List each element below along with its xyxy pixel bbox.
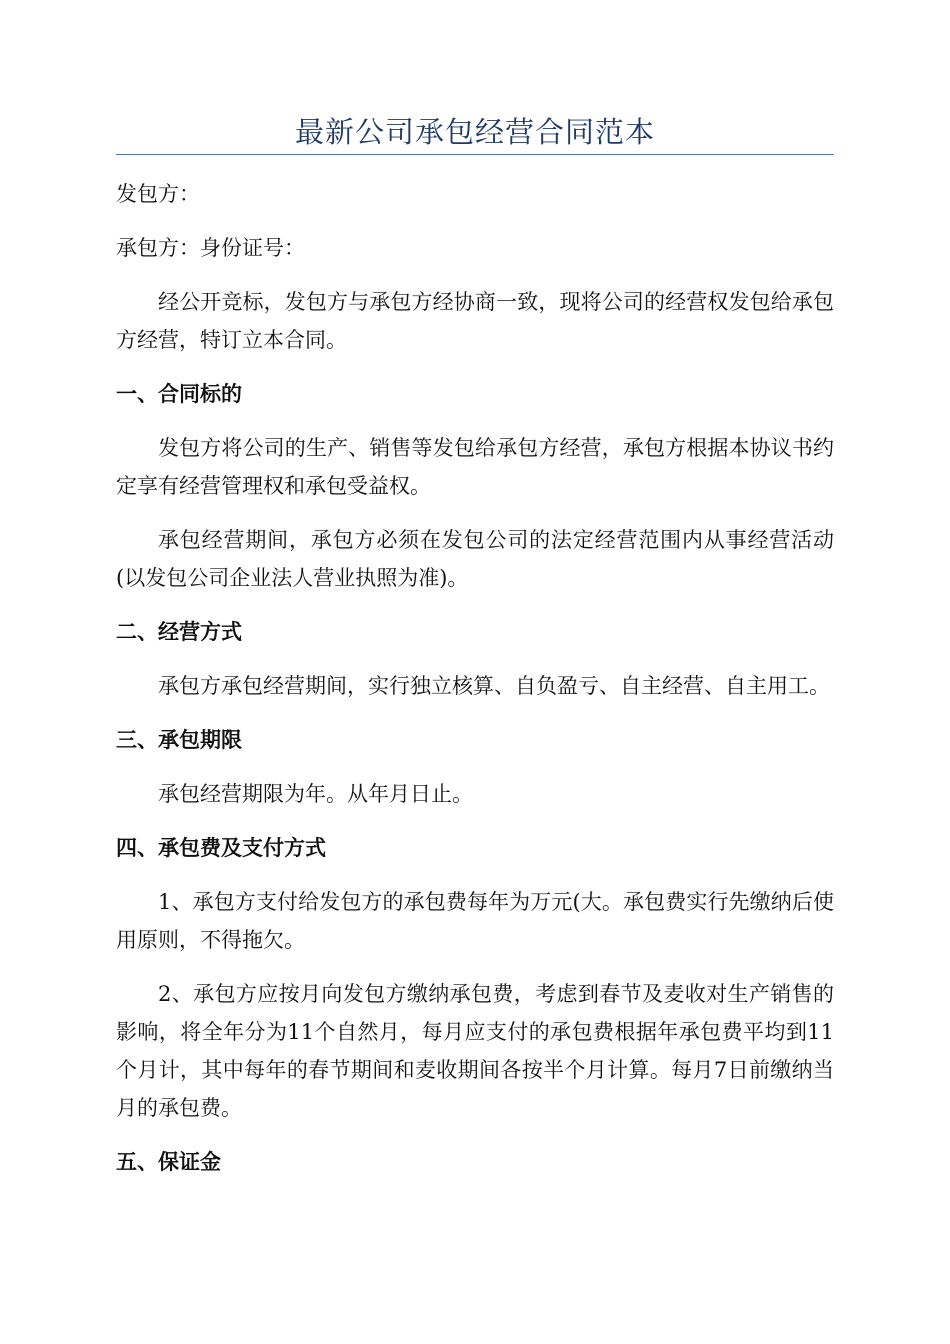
section-operation-paragraph-1: 承包方承包经营期间，实行独立核算、自负盈亏、自主经营、自主用工。 bbox=[158, 674, 830, 698]
section-heading-operation-mode: 二、经营方式 bbox=[116, 620, 242, 644]
section-heading-term: 三、承包期限 bbox=[116, 728, 242, 752]
section-subject-paragraph-2: 承包经营期间，承包方必须在发包公司的法定经营范围内从事经营活动(以发包公司企业法人营业执照为准)。 bbox=[116, 528, 834, 590]
document-title: 最新公司承包经营合同范本 bbox=[294, 115, 655, 149]
section-fee-paragraph-2: 2、承包方应按月向发包方缴纳承包费，考虑到春节及麦收对生产销售的影响，将全年分为11个自然月，每月应支付的承包费根据年承包费平均到11个月计，其中每年的春节期间和麦收期间各按半个月计算。每月7日前缴纳当月的承包费。 bbox=[116, 982, 834, 1120]
section-heading-fee: 四、承包费及支付方式 bbox=[116, 836, 326, 860]
section-subject-paragraph-1: 发包方将公司的生产、销售等发包给承包方经营，承包方根据本协议书约定享有经营管理权和承包受益权。 bbox=[116, 436, 834, 498]
section-heading-subject: 一、合同标的 bbox=[116, 382, 242, 406]
document-page bbox=[116, 0, 834, 1181]
section-heading-deposit: 五、保证金 bbox=[116, 1150, 221, 1174]
section-fee-paragraph-1: 1、承包方支付给发包方的承包费每年为万元(大。承包费实行先缴纳后使用原则，不得拖欠。 bbox=[116, 890, 834, 952]
intro-paragraph: 经公开竞标，发包方与承包方经协商一致，现将公司的经营权发包给承包方经营，特订立本合同。 bbox=[116, 290, 834, 352]
title-underline bbox=[116, 154, 834, 155]
party-b-line: 承包方：身份证号： bbox=[116, 236, 305, 260]
party-a-line: 发包方： bbox=[116, 182, 200, 206]
section-term-paragraph-1: 承包经营期限为年。从年月日止。 bbox=[158, 782, 473, 806]
